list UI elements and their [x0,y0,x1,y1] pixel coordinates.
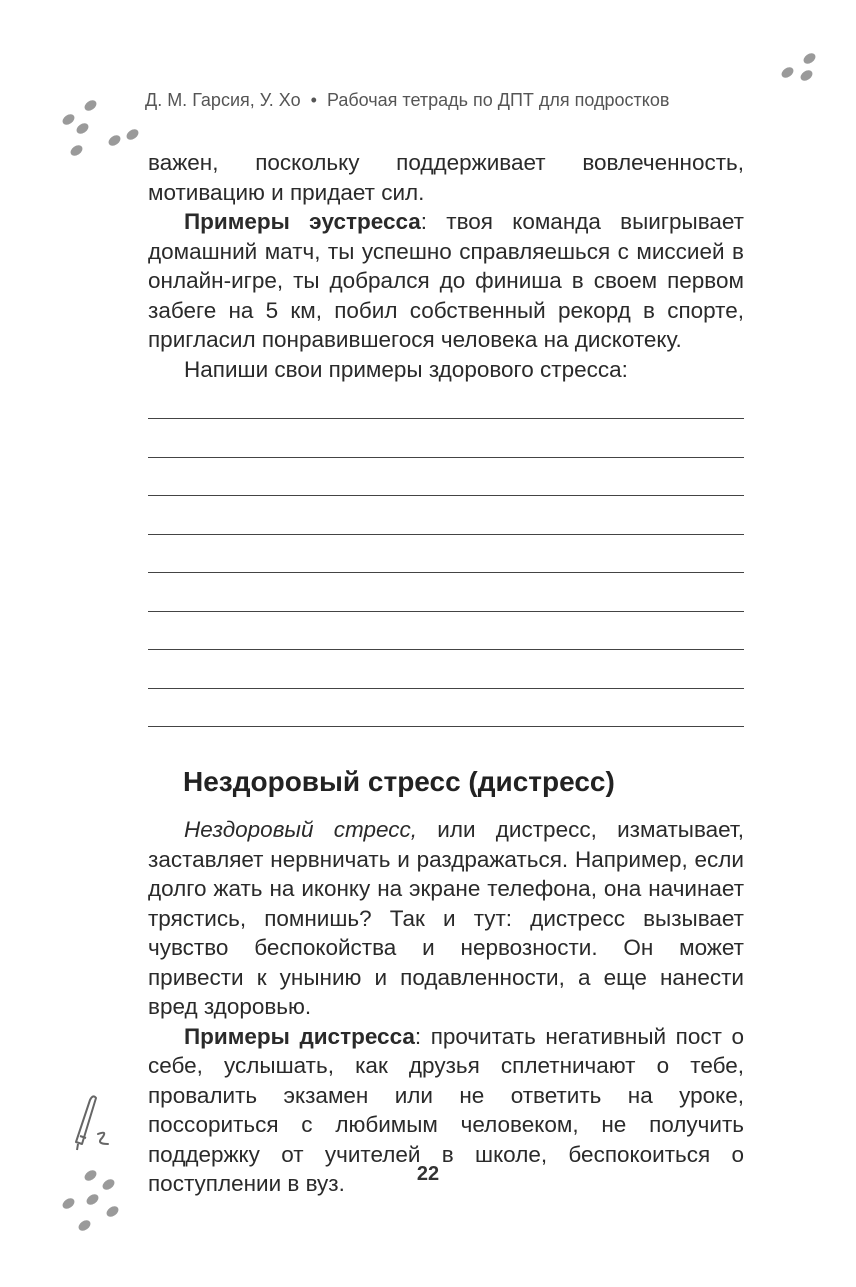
page-number: 22 [416,1163,440,1185]
writing-line[interactable] [148,611,744,612]
distress-examples-text: : прочитать негативный пост о себе, услышать, как друзья сплетничают о тебе, провалить экзамен или не ответить на уроке, поссориться с любимым человеком, не получить поддержку от учителей в школе, беспокоиться о поступлении в вуз. [148,1023,744,1196]
continuation-paragraph: важен, поскольку поддерживает вовлеченность, мотивацию и придает сил. [148,150,744,205]
distress-definition-text: или дистресс, изматывает, заставляет нервничать и раздражаться. Например, если долго жать на иконку на экране телефона, она начинает трястись, помнишь? Так и тут: дистресс вызывает чувство беспокойства и нервозности. Он может привести к унынию и подавленности, а еще нанести вред здоровью. [148,817,744,1019]
writing-line[interactable] [148,418,744,419]
writing-line[interactable] [148,495,744,496]
eustress-label: Примеры эустресса [184,209,421,234]
writing-line[interactable] [148,649,744,650]
distress-label: Примеры дистресса [184,1023,415,1049]
writing-line[interactable] [148,726,744,727]
header-separator: • [310,90,317,110]
header-book-title: Рабочая тетрадь по ДПТ для подростков [326,90,670,110]
writing-line[interactable] [148,572,744,573]
intro-text-block [148,148,744,384]
writing-line[interactable] [148,534,744,535]
distress-term: Нездоровый стресс, [184,817,418,842]
eustress-paragraph [148,207,744,355]
writing-line[interactable] [148,688,744,689]
running-header [145,90,765,111]
distress-text-block [148,815,744,1199]
section-heading: Нездоровый стресс (дистресс) [183,766,615,797]
eustress-text: : твоя команда выигрывает домашний матч, ты успешно справляешься с миссией в онлайн-игре, ты добрался до финиша в своем первом забеге на 5 км, побил собственный рекорд в спорте, пригласил понравившегося человека на дискотеку. [148,209,744,352]
distress-definition-paragraph [148,815,744,1022]
writing-line[interactable] [148,457,744,458]
writing-prompt: Напиши свои примеры здорового стресса: [184,356,628,382]
pen-writing-icon [68,1092,118,1152]
header-authors: Д. М. Гарсия, У. Хо [145,90,301,110]
